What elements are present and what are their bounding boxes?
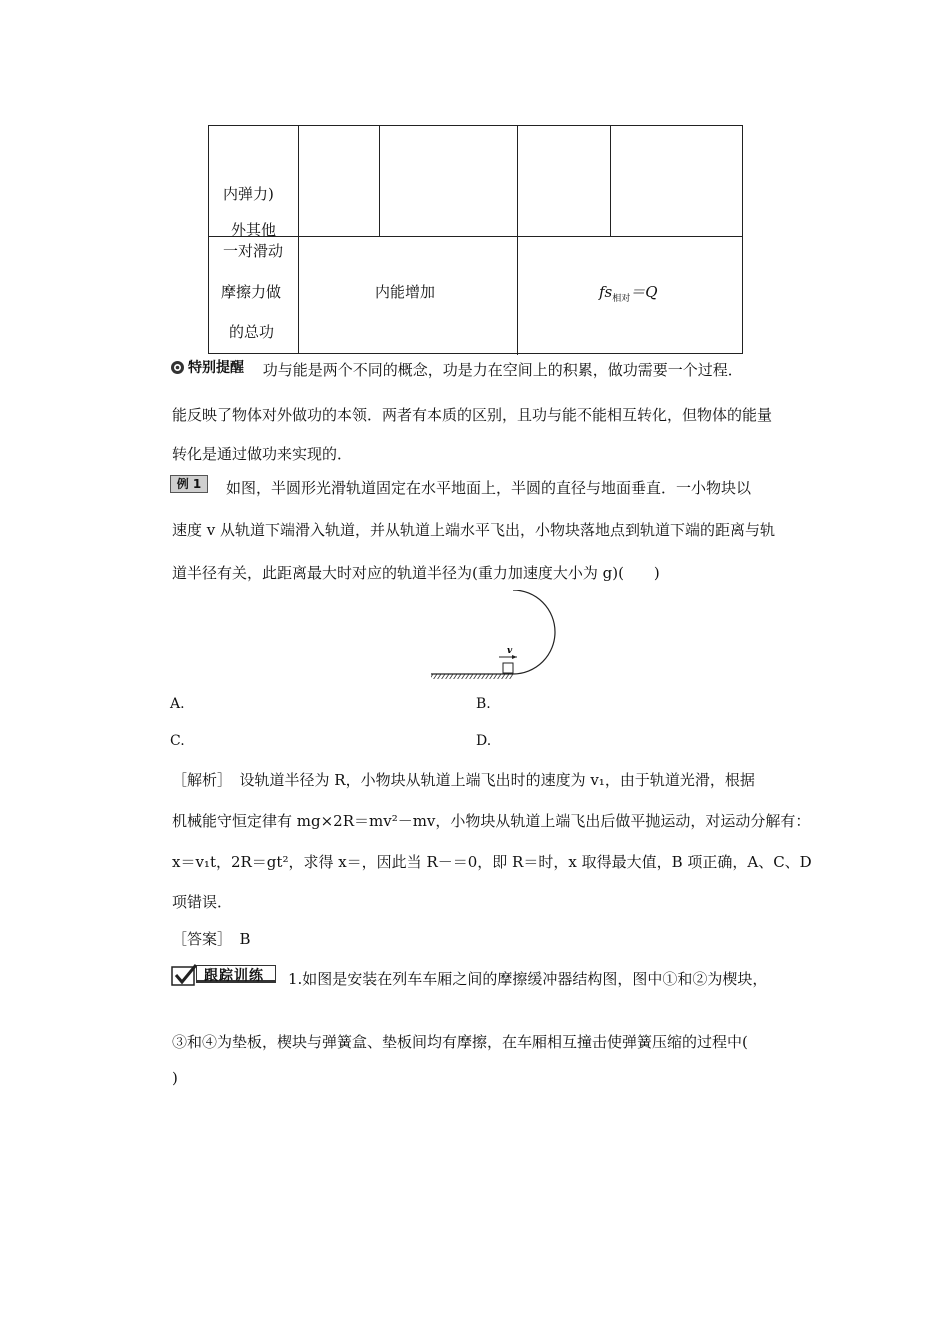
analysis-text: 项错误． [172, 893, 233, 911]
example-badge: 例 1 [170, 475, 208, 493]
reminder-label: 特别提醒 [188, 360, 244, 376]
reminder-first-line [170, 357, 743, 380]
reminder-text: 功与能是两个不同的概念，功是力在空间上的积累，做功需要一个过程． [262, 360, 743, 379]
example-text: 速度 v 从轨道下端滑入轨道，并从轨道上端水平飞出，小物块落地点到轨道下端的距离与轨 [172, 521, 776, 539]
analysis-text: 机械能守恒定律有 mg×2R＝mv²－mv，小物块从轨道上端飞出后做平抛运动，对运动分解有： [172, 812, 811, 830]
practice-text: ) [172, 1069, 178, 1087]
practice-badge [170, 963, 278, 987]
arrow-head-icon [512, 655, 517, 659]
formula-subscript: 相对 [612, 294, 631, 304]
analysis-text: x＝v₁t，2R＝gt²，求得 x＝，因此当 R－＝0，即 R＝时，x 取得最大值，B 项正确，A、C、D [172, 853, 812, 871]
table-cell-text: 摩擦力做 [221, 283, 282, 301]
semicircle-track-figure [425, 590, 565, 685]
table-row-divider [209, 236, 742, 237]
practice-text: ③和④为垫板，楔块与弹簧盒、垫板间均有摩擦，在车厢相互撞击使弹簧压缩的过程中( [172, 1033, 748, 1051]
table-divider [298, 236, 299, 354]
table-cell-text: 外其他 [231, 221, 277, 239]
table-divider [298, 126, 299, 236]
table-cell-text: 内弹力) [223, 185, 274, 203]
table-cell-text: 的总功 [229, 323, 275, 341]
example-text: 道半径有关，此距离最大时对应的轨道半径为(重力加速度大小为 g)( ) [172, 564, 660, 582]
analysis-text: ［解析］ 设轨道半径为 R，小物块从轨道上端飞出时的速度为 v₁，由于轨道光滑，根据 [172, 771, 755, 789]
table-divider [379, 126, 380, 236]
table-divider [610, 126, 611, 236]
reminder-circle-icon [170, 360, 185, 375]
semicircle-track [513, 590, 555, 674]
checkmark-icon [170, 963, 198, 987]
option-b: B. [476, 696, 491, 712]
table-cell-text: 一对滑动 [223, 242, 284, 260]
example-text: 如图，半圆形光滑轨道固定在水平地面上，半圆的直径与地面垂直．一小物块以 [226, 479, 752, 497]
table-cell-text: 内能增加 [375, 283, 436, 301]
formula-rest: ＝Q [630, 283, 658, 301]
small-block [503, 663, 513, 673]
table-divider [517, 126, 518, 355]
practice-text: 1.如图是安装在列车车厢之间的摩擦缓冲器结构图，图中①和②为楔块， [288, 970, 768, 988]
option-c: C. [170, 733, 185, 749]
energy-table [208, 125, 743, 354]
answer-text: ［答案］ B [172, 930, 251, 948]
reminder-text: 转化是通过做功来实现的． [172, 445, 353, 463]
ground-hatch [431, 674, 513, 679]
velocity-label: v [507, 646, 513, 656]
table-cell-formula [599, 281, 658, 304]
option-d: D. [476, 733, 492, 749]
practice-badge-label: 跟踪训练 [204, 968, 264, 984]
option-a: A. [170, 696, 185, 712]
reminder-text: 能反映了物体对外做功的本领．两者有本质的区别，且功与能不能相互转化，但物体的能量 [172, 406, 773, 424]
formula-fs: fs [599, 283, 613, 301]
reminder-badge [170, 357, 244, 377]
